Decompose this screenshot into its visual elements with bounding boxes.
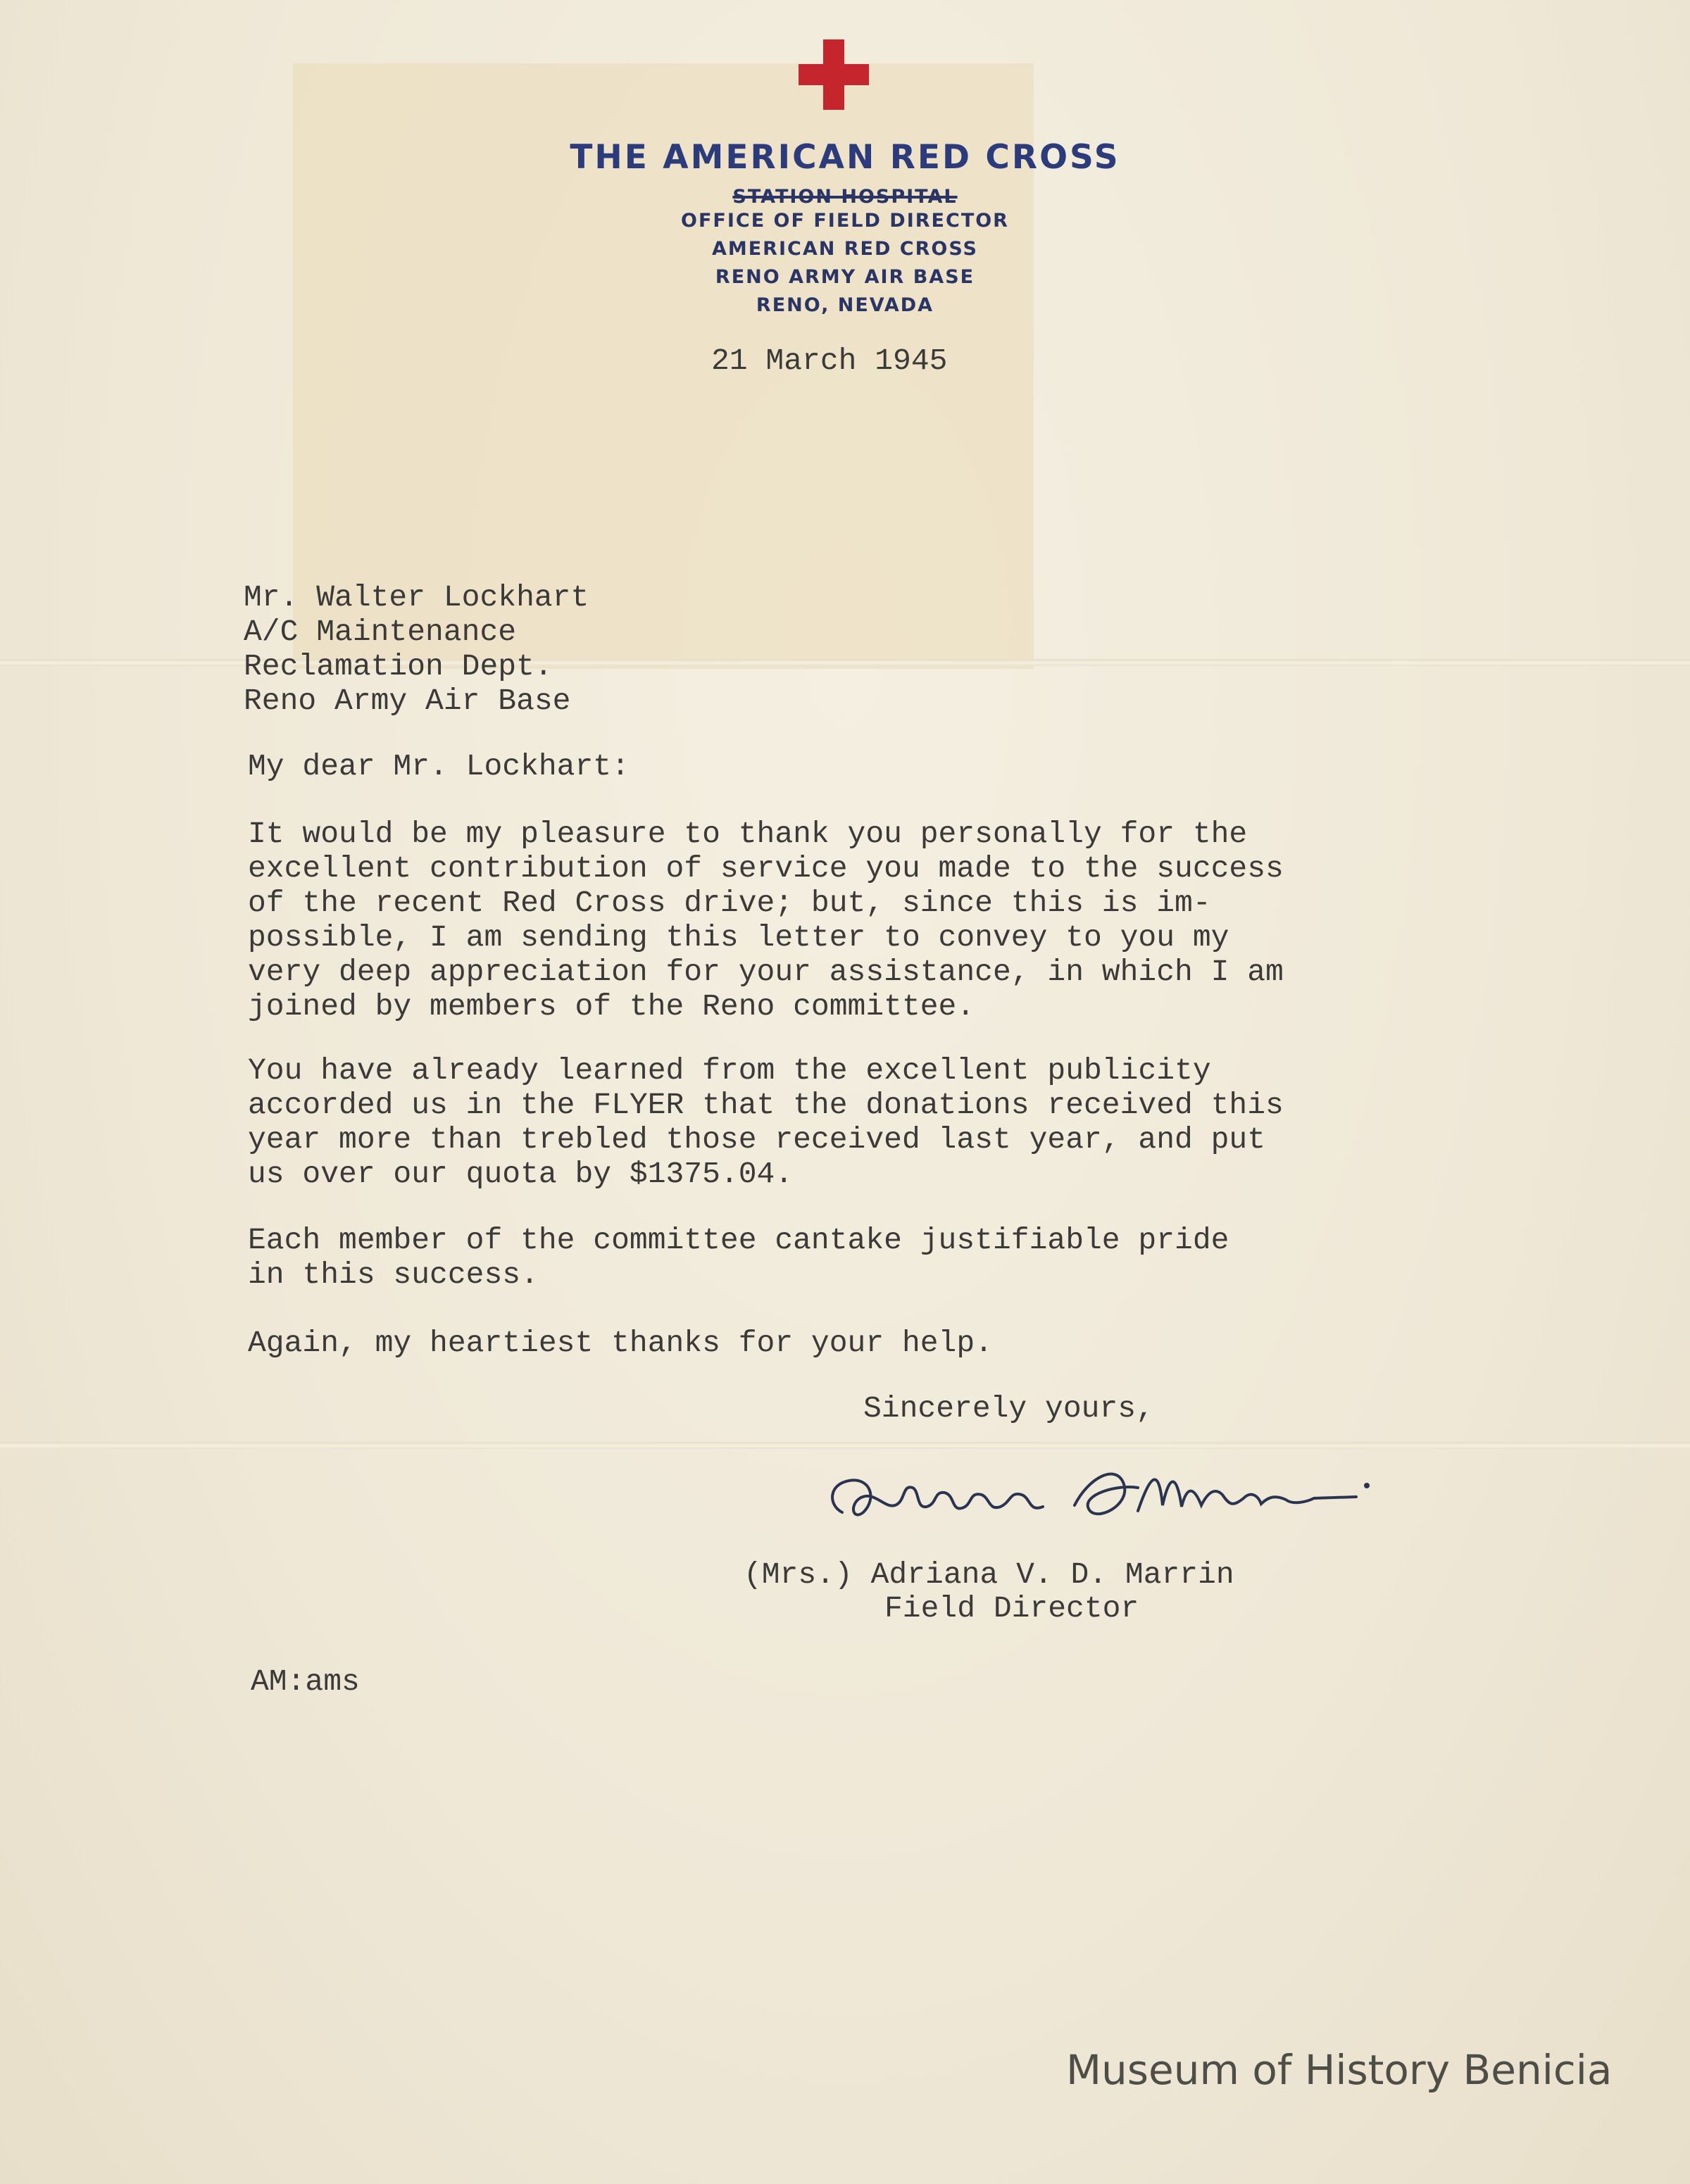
salutation: My dear Mr. Lockhart:	[248, 749, 630, 784]
letterhead-line-4: RENO, NEVADA	[756, 294, 934, 316]
fold-crease-lower	[0, 1442, 1690, 1449]
recipient-dept-2: Reclamation Dept.	[244, 649, 553, 684]
recipient-address	[244, 580, 589, 718]
letterhead-struck-line: STATION HOSPITAL	[732, 186, 958, 208]
letterhead-line-3: RENO ARMY AIR BASE	[715, 266, 975, 288]
recipient-name: Mr. Walter Lockhart	[244, 580, 589, 615]
red-cross-icon	[799, 39, 869, 110]
red-cross-horizontal-bar	[799, 64, 869, 85]
signer-name: (Mrs.) Adriana V. D. Marrin	[744, 1557, 1234, 1592]
closing: Sincerely yours,	[863, 1391, 1154, 1426]
letterhead-organization: THE AMERICAN RED CROSS	[570, 138, 1120, 177]
paragraph-1: It would be my pleasure to thank you personally for the excellent contribution of service you made to the success of the recent Red Cross drive; but, since this is im- possible, I am sending this letter to convey to you my very deep appreciation for your assistance, in which I am joined by members of the Reno committee.	[248, 817, 1284, 1024]
typist-initials: AM:ams	[251, 1664, 360, 1699]
paragraph-2: You have already learned from the excellent publicity accorded us in the FLYER that the donations received this year more than trebled those received last year, and put us over our quota by $1375.04.	[248, 1053, 1284, 1191]
handwritten-signature	[821, 1456, 1420, 1533]
paragraph-3: Each member of the committee cantake justifiable pride in this success.	[248, 1223, 1229, 1292]
recipient-base: Reno Army Air Base	[244, 684, 571, 718]
signer-title: Field Director	[884, 1591, 1139, 1626]
letterhead-line-2: AMERICAN RED CROSS	[711, 238, 979, 260]
paragraph-4: Again, my heartiest thanks for your help.	[248, 1326, 993, 1360]
museum-watermark: Museum of History Benicia	[1066, 2046, 1613, 2094]
letterhead-line-1: OFFICE OF FIELD DIRECTOR	[681, 210, 1009, 232]
letter-date: 21 March 1945	[711, 344, 948, 378]
recipient-dept-1: A/C Maintenance	[244, 615, 517, 649]
